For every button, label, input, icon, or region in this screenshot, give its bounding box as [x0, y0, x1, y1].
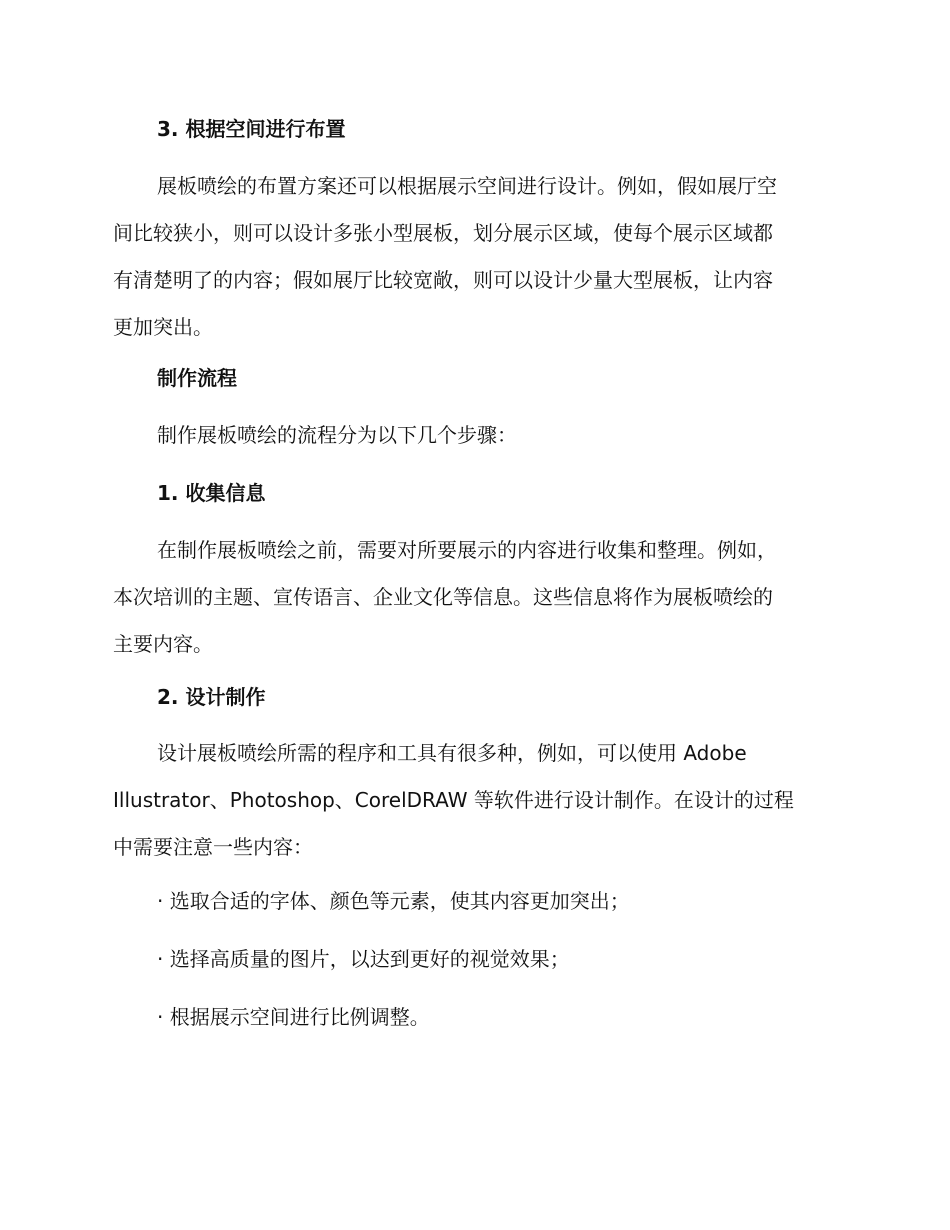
paragraph-line: 更加突出。: [113, 315, 213, 339]
process-intro: 制作展板喷绘的流程分为以下几个步骤：: [157, 423, 517, 447]
bullet-item-scale-adjust: · 根据展示空间进行比例调整。: [157, 1005, 430, 1029]
paragraph-line: 展板喷绘的布置方案还可以根据展示空间进行设计。例如，假如展厅空: [157, 174, 777, 198]
section-heading-space-layout: 3. 根据空间进行布置: [157, 117, 346, 141]
paragraph-line: Illustrator、Photoshop、CorelDRAW 等软件进行设计制作。在设计的过程: [113, 788, 794, 812]
paragraph-line: 在制作展板喷绘之前，需要对所要展示的内容进行收集和整理。例如，: [157, 538, 777, 562]
paragraph-line: 有清楚明了的内容；假如展厅比较宽敞，则可以设计少量大型展板，让内容: [113, 268, 773, 292]
paragraph-space-layout: [113, 163, 843, 351]
paragraph-line: 本次培训的主题、宣传语言、企业文化等信息。这些信息将作为展板喷绘的: [113, 585, 773, 609]
paragraph-collect-info: [113, 527, 843, 668]
section-heading-collect-info: 1. 收集信息: [157, 481, 266, 505]
bullet-item-font-color: · 选取合适的字体、颜色等元素，使其内容更加突出；: [157, 889, 630, 913]
paragraph-line: 中需要注意一些内容：: [113, 835, 313, 859]
section-heading-process: 制作流程: [157, 366, 237, 390]
paragraph-line: 主要内容。: [113, 632, 213, 656]
paragraph-line: 间比较狭小，则可以设计多张小型展板，划分展示区域，使每个展示区域都: [113, 221, 773, 245]
section-heading-design: 2. 设计制作: [157, 685, 266, 709]
paragraph-design: [113, 730, 843, 871]
bullet-item-image-quality: · 选择高质量的图片，以达到更好的视觉效果；: [157, 947, 570, 971]
paragraph-line: 设计展板喷绘所需的程序和工具有很多种，例如，可以使用 Adobe: [157, 741, 747, 765]
